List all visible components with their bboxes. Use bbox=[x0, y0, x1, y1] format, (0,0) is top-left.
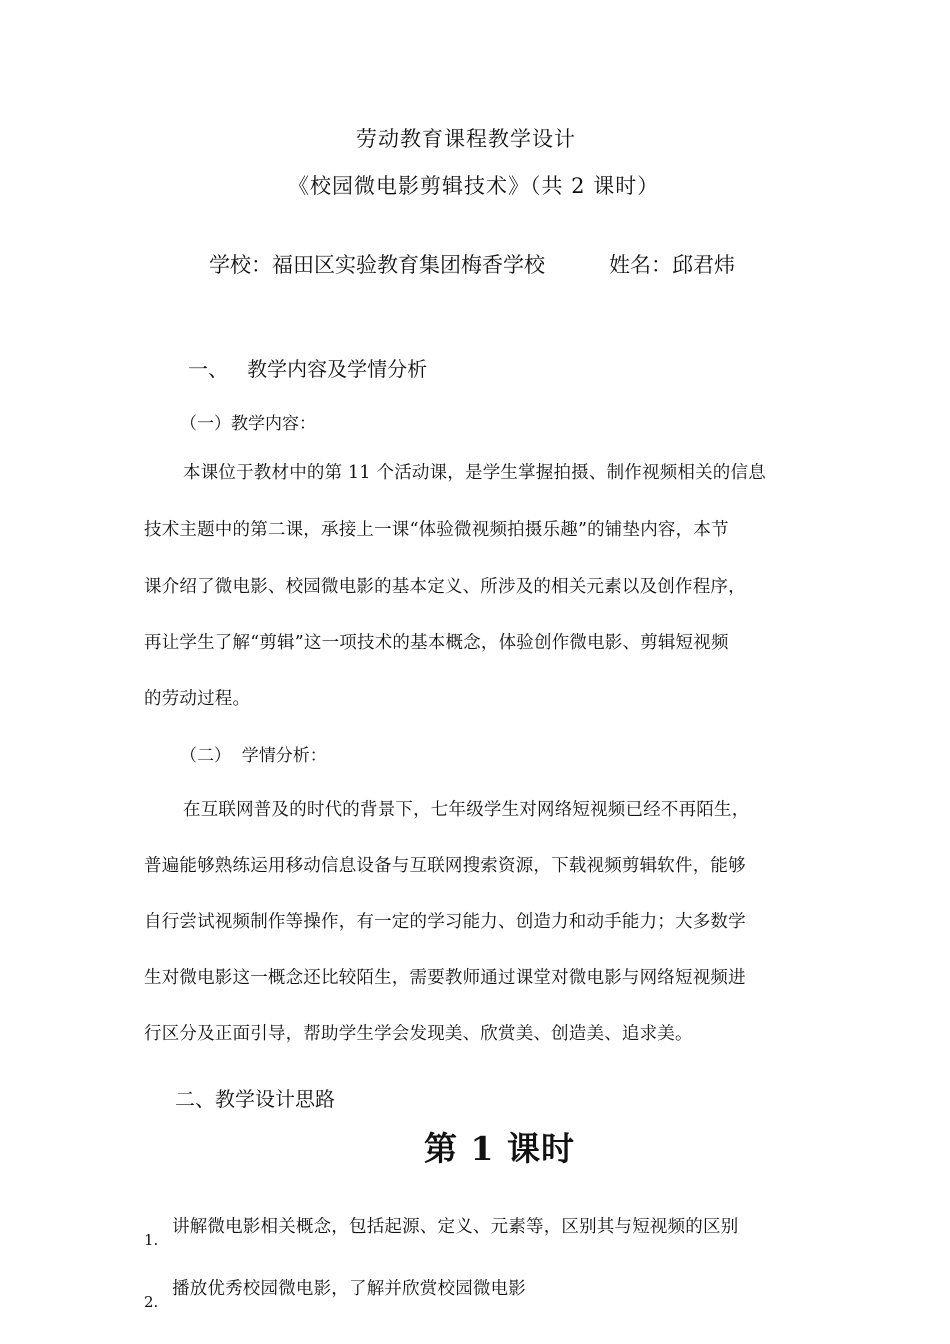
paragraph-line: 生对微电影这一概念还比较陌生，需要教师通过课堂对微电影与网络短视频进 bbox=[144, 968, 746, 988]
list-item-text: 播放优秀校园微电影，了解并欣赏校园微电影 bbox=[172, 1279, 526, 1299]
paragraph-line: 再让学生了解“剪辑”这一项技术的基本概念，体验创作微电影、剪辑短视频 bbox=[144, 633, 729, 653]
paragraph-line: 的劳动过程。 bbox=[144, 689, 251, 709]
paragraph-line: 行区分及正面引导，帮助学生学会发现美、欣赏美、创造美、追求美。 bbox=[144, 1024, 693, 1044]
document-subtitle: 《校园微电影剪辑技术》（共 2 课时） bbox=[288, 174, 660, 198]
lesson-title: 第 1 课时 bbox=[424, 1129, 575, 1168]
paragraph-line: 在互联网普及的时代的背景下，七年级学生对网络短视频已经不再陌生， bbox=[183, 800, 750, 820]
paragraph-line: 自行尝试视频制作等操作，有一定的学习能力、创造力和动手能力；大多数学 bbox=[144, 912, 746, 932]
list-item-number: 2. bbox=[144, 1293, 159, 1311]
subsection-heading-analysis: （二） 学情分析： bbox=[180, 746, 327, 766]
list-item-number: 1. bbox=[144, 1231, 159, 1249]
subsection-heading-content: （一）教学内容： bbox=[180, 414, 316, 434]
school-name: 学校：福田区实验教育集团梅香学校 bbox=[209, 253, 545, 277]
section-heading-2: 二、教学设计思路 bbox=[175, 1087, 335, 1111]
paragraph-line: 本课位于教材中的第 11 个活动课，是学生掌握拍摄、制作视频相关的信息 bbox=[183, 463, 766, 483]
paragraph-line: 技术主题中的第二课，承接上一课“体验微视频拍摄乐趣”的铺垫内容，本节 bbox=[144, 520, 729, 540]
list-item-text: 讲解微电影相关概念，包括起源、定义、元素等，区别其与短视频的区别 bbox=[172, 1217, 739, 1237]
section-heading-1: 一、 教学内容及学情分析 bbox=[188, 357, 428, 381]
document-title: 劳动教育课程教学设计 bbox=[356, 127, 576, 151]
author-name: 姓名：邱君炜 bbox=[609, 253, 735, 277]
paragraph-line: 普遍能够熟练运用移动信息设备与互联网搜索资源，下载视频剪辑软件，能够 bbox=[144, 856, 746, 876]
paragraph-line: 课介绍了微电影、校园微电影的基本定义、所涉及的相关元素以及创作程序， bbox=[144, 577, 746, 597]
